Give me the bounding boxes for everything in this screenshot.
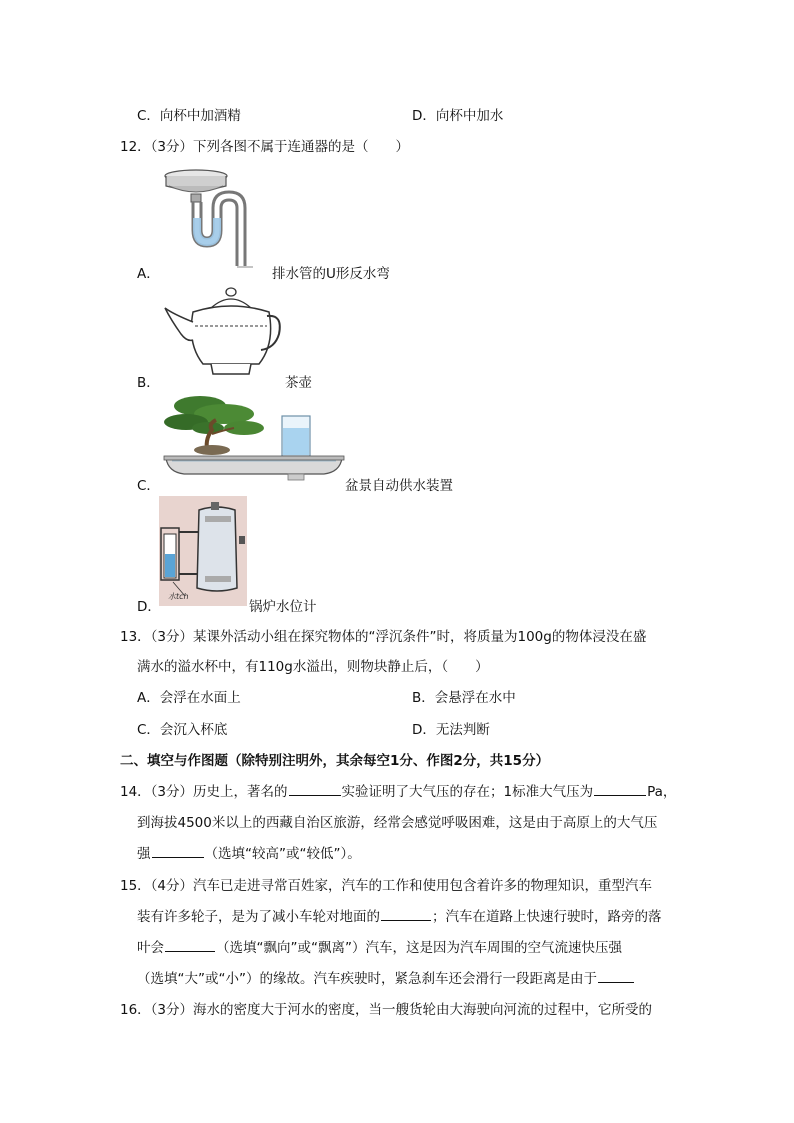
bonsai-water-supply-image: [164, 394, 344, 486]
q13-option-b: B．会悬浮在水中: [412, 690, 516, 706]
q15-line1: 15．（4分）汽车已走进寻常百姓家，汽车的工作和使用包含着许多的物理知识，重型汽车: [120, 878, 653, 894]
q15-blank-3[interactable]: [598, 970, 634, 983]
q12-stem: 12．（3分）下列各图不属于连通器的是（ ）: [120, 139, 410, 155]
q16-line1: 16．（3分）海水的密度大于河水的密度，当一艘货轮由大海驶向河流的过程中，它所受的: [120, 1002, 653, 1018]
q13-option-a: A．会浮在水面上: [137, 690, 241, 706]
q13-stem-line1: 13．（3分）某课外活动小组在探究物体的“浮沉条件”时，将质量为100g的物体浸没在盛: [120, 629, 647, 645]
q14-text-1a: 14．（3分）历史上，著名的: [120, 784, 288, 800]
boiler-water-gauge-image: [159, 496, 247, 606]
q14-line2: 到海拔4500米以上的西藏自治区旅游，经常会感觉呼吸困难，这是由于高原上的大气压: [137, 815, 658, 831]
q15-blank-1[interactable]: [381, 908, 431, 921]
q12-option-c-letter: C．: [137, 478, 160, 494]
q12-option-a-caption: 排水管的U形反水弯: [272, 266, 390, 282]
q15-line3: [137, 936, 622, 956]
q12-option-b-letter: B．: [137, 375, 160, 391]
q15-text-2a: 装有许多轮子，是为了减小车轮对地面的: [137, 909, 380, 925]
q14-text-1b: 实验证明了大气压的存在；1标准大气压为: [341, 784, 594, 800]
q14-blank-1[interactable]: [289, 783, 341, 796]
q12-option-b-caption: 茶壶: [285, 375, 312, 391]
q13-option-d: D．无法判断: [412, 722, 490, 738]
q14-line1: [120, 780, 676, 800]
q12-option-a-letter: A．: [137, 266, 160, 282]
q12-option-d-letter: D．: [137, 599, 161, 615]
q12-option-c-caption: 盆景自动供水装置: [345, 478, 453, 494]
q15-line4: [137, 967, 635, 987]
q14-text-3a: 强: [137, 846, 151, 862]
section-heading: 二、填空与作图题（除特别注明外，其余每空1分、作图2分，共15分）: [120, 753, 550, 769]
q15-blank-2[interactable]: [165, 939, 215, 952]
q15-text-2b: ；汽车在道路上快速行驶时，路旁的落: [432, 909, 662, 925]
q14-text-1c: Pa，: [647, 784, 677, 800]
q11-option-d: D．向杯中加水: [412, 108, 504, 124]
q14-blank-3[interactable]: [152, 845, 204, 858]
q15-line2: [137, 905, 662, 925]
q11-option-c: C．向杯中加酒精: [137, 108, 241, 124]
teapot-image: [163, 284, 283, 384]
q15-text-3a: 叶会: [137, 940, 164, 956]
q14-blank-2[interactable]: [594, 783, 646, 796]
q13-option-c: C．会沉入杯底: [137, 722, 228, 738]
q14-text-3b: （选填“较高”或“较低”）。: [204, 846, 361, 862]
q12-option-d-caption: 锅炉水位计: [249, 599, 317, 615]
q15-text-3b: （选填“飘向”或“飘离”）汽车，这是因为汽车周围的空气流速快压强: [216, 940, 622, 956]
q15-text-4a: （选填“大”或“小”）的缘故。汽车疾驶时，紧急刹车还会滑行一段距离是由于: [137, 971, 597, 987]
q14-line3: [137, 842, 361, 862]
drain-u-bend-image: [163, 168, 253, 268]
boiler-label: 水tch: [168, 592, 189, 601]
q13-stem-line2: 满水的溢水杯中，有110g水溢出，则物块静止后，（ ）: [137, 659, 489, 675]
